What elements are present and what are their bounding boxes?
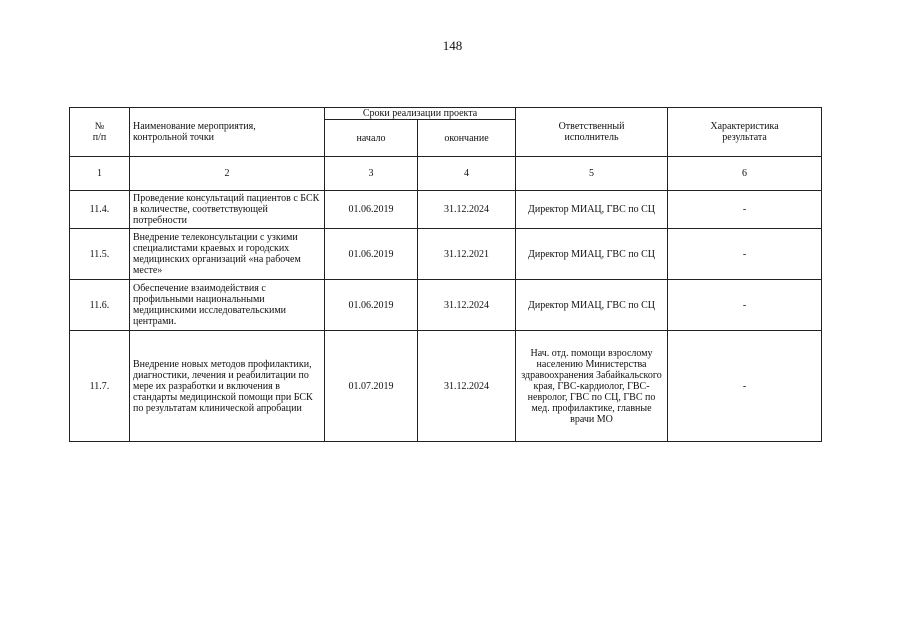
row-responsible: Директор МИАЦ, ГВС по СЦ bbox=[516, 191, 668, 229]
row-start: 01.07.2019 bbox=[325, 331, 418, 442]
column-number: 1 bbox=[70, 157, 130, 191]
table-row bbox=[70, 331, 822, 442]
project-schedule-table bbox=[69, 107, 822, 442]
row-end: 31.12.2024 bbox=[418, 191, 516, 229]
header-responsible bbox=[516, 108, 668, 157]
header-start: начало bbox=[325, 120, 418, 157]
row-name: Проведение консультаций пациентов с БСК в количестве, соответствующей потребности bbox=[130, 191, 325, 229]
row-result: - bbox=[668, 331, 822, 442]
row-responsible: Директор МИАЦ, ГВС по СЦ bbox=[516, 229, 668, 280]
table-row bbox=[70, 191, 822, 229]
row-num: 11.6. bbox=[70, 280, 130, 331]
row-end: 31.12.2021 bbox=[418, 229, 516, 280]
column-number: 3 bbox=[325, 157, 418, 191]
row-start: 01.06.2019 bbox=[325, 191, 418, 229]
row-responsible: Директор МИАЦ, ГВС по СЦ bbox=[516, 280, 668, 331]
row-name: Внедрение телеконсультации с узкими специалистами краевых и городских медицинских организаций «на рабочем месте» bbox=[130, 229, 325, 280]
header-responsible-label: Ответственный исполнитель bbox=[558, 121, 625, 143]
header-name-label: Наименование мероприятия, контрольной точки bbox=[133, 121, 256, 143]
column-numbers-row bbox=[70, 157, 822, 191]
row-name: Внедрение новых методов профилактики, диагностики, лечения и реабилитации по мере их разработки и включения в стандарты медицинской помощи при БСК по результатам клинической апробации bbox=[130, 331, 325, 442]
row-name: Обеспечение взаимодействия с профильными национальными медицинскими исследовательскими центрами. bbox=[130, 280, 325, 331]
row-num: 11.5. bbox=[70, 229, 130, 280]
row-result: - bbox=[668, 191, 822, 229]
row-result: - bbox=[668, 280, 822, 331]
row-start: 01.06.2019 bbox=[325, 229, 418, 280]
page-number: 148 bbox=[442, 38, 463, 53]
column-number: 6 bbox=[668, 157, 822, 191]
header-num bbox=[70, 108, 130, 157]
header-result-label: Характеристика результата bbox=[710, 121, 779, 143]
header-num-label: № п/п bbox=[92, 121, 107, 143]
table-row bbox=[70, 280, 822, 331]
row-end: 31.12.2024 bbox=[418, 331, 516, 442]
header-row-top bbox=[70, 108, 822, 120]
row-num: 11.7. bbox=[70, 331, 130, 442]
row-num: 11.4. bbox=[70, 191, 130, 229]
column-number: 2 bbox=[130, 157, 325, 191]
table-row bbox=[70, 229, 822, 280]
header-result bbox=[668, 108, 822, 157]
row-end: 31.12.2024 bbox=[418, 280, 516, 331]
row-start: 01.06.2019 bbox=[325, 280, 418, 331]
header-period bbox=[325, 108, 516, 120]
row-result: - bbox=[668, 229, 822, 280]
column-number: 4 bbox=[418, 157, 516, 191]
column-number: 5 bbox=[516, 157, 668, 191]
header-end: окончание bbox=[418, 120, 516, 157]
header-name bbox=[130, 108, 325, 157]
row-responsible: Нач. отд. помощи взрослому населению Министерства здравоохранения Забайкальского края, ГВС-кардиолог, ГВС-невролог, ГВС по СЦ, ГВС по мед. профилактике, главные врачи МО bbox=[516, 331, 668, 442]
header-period-label: Сроки реализации проекта bbox=[362, 108, 478, 119]
